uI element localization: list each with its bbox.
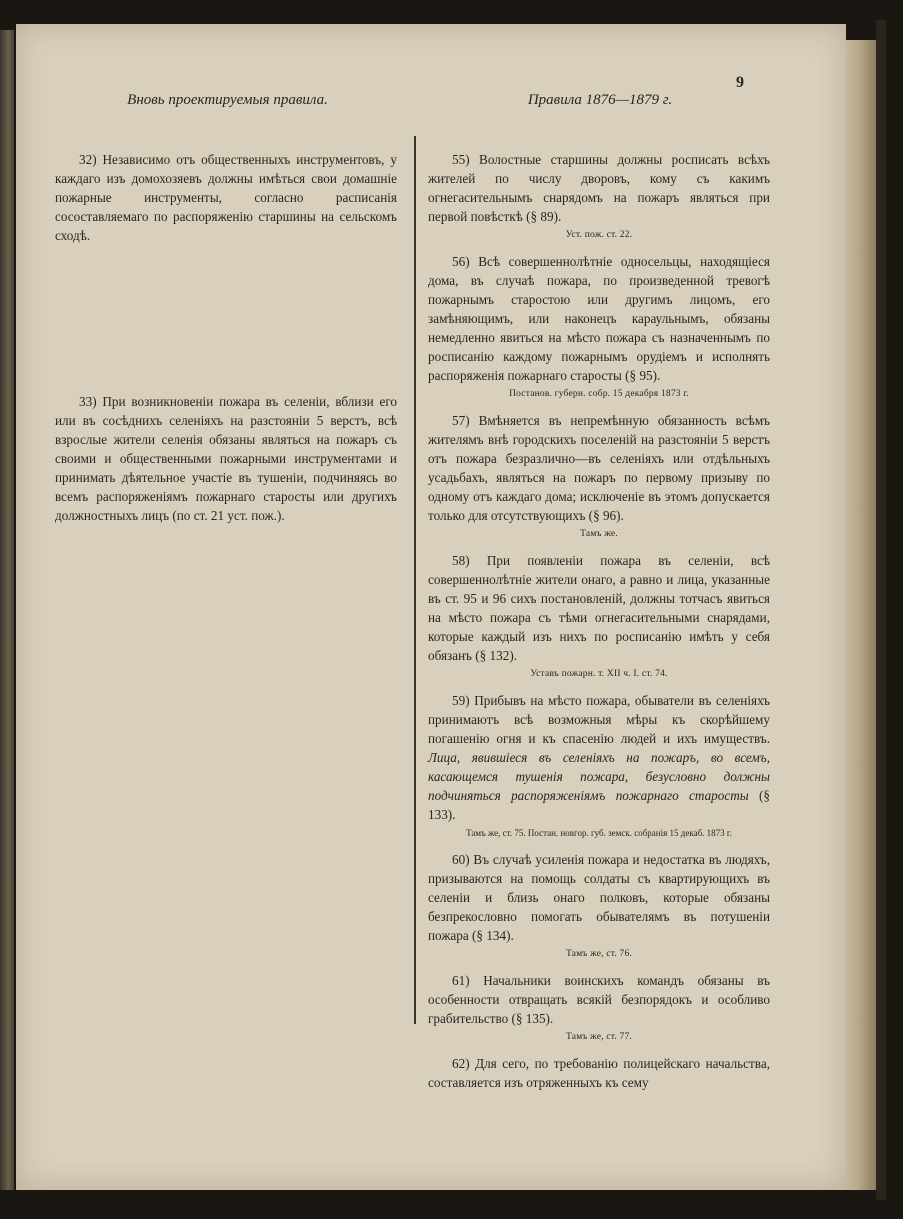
paragraph-59-italic: Лица, явившіеся въ селеніяхъ на пожаръ, во всемъ, касающемся тушенія пожара, безусловно должны подчиняться распоряженіямъ пожарнаго старосты: [428, 750, 770, 803]
book-cover-edge: [876, 20, 886, 1200]
source-note-57: Тамъ же.: [580, 529, 618, 539]
left-column-section-33: [55, 392, 397, 525]
source-note-58: Уставъ пожарн. т. XII ч. I. ст. 74.: [530, 669, 668, 679]
paragraph-59-ref: (§ 133).: [428, 788, 771, 822]
paragraph-61: 61) Начальники воинскихъ командъ обязаны въ особенности отвращать всякій безпорядокъ и особливо грабительство (§ 135).: [428, 973, 770, 1026]
page-stack-edge: [846, 40, 876, 1190]
page-number: 9: [736, 74, 744, 91]
paragraph-62: 62) Для сего, по требованію полицейскаго начальства, составляется изъ отряженныхъ къ сему: [428, 1056, 770, 1090]
paragraph-32: 32) Независимо отъ общественныхъ инструментовъ, у каждаго изъ домохозяевъ должны имѣться свои домашніе пожарные инструменты, согласно расписанія сосоставляемаго по распоряженію старшины на сельскомъ сходѣ.: [55, 152, 397, 243]
paragraph-59-text: 59) Прибывъ на мѣсто пожара, обыватели въ селеніяхъ принимаютъ всѣ возможныя мѣры къ скорѣйшему погашенію огня и къ спасенію людей и ихъ имуществъ.: [428, 693, 770, 746]
paragraph-60: 60) Въ случаѣ усиленія пожара и недостатка въ людяхъ, призываются на помощь солдаты съ квартирующихъ въ селеніи и близь онаго полковъ, которые обязаны безпрекословно помогать обывателямъ въ потушеніи пожара (§ 134).: [428, 852, 770, 943]
right-column: [428, 150, 770, 1092]
source-note-61: Тамъ же, ст. 77.: [566, 1032, 632, 1042]
paragraph-58: 58) При появленіи пожара въ селеніи, всѣ совершеннолѣтніе жители онаго, а равно и лица, указанные въ ст. 95 и 96 сихъ постановленій, должны тотчасъ явиться на мѣсто пожара съ тѣми огнегасительными снарядами, которые каждый изъ нихъ по росписанію имѣть у себя обязанъ (§ 132).: [428, 553, 770, 663]
left-column-title: Вновь проектируемыя правила.: [127, 92, 328, 108]
right-column-title: Правила 1876—1879 г.: [527, 92, 673, 108]
column-divider: [414, 136, 416, 1024]
source-note-59: Тамъ же, ст. 75. Постан. новгор. губ. земск. собранія 15 декаб. 1873 г.: [466, 828, 732, 838]
paragraph-33: 33) При возникновеніи пожара въ селеніи, вблизи его или въ сосѣднихъ селеніяхъ на разстояніи 5 верстъ, всѣ взрослые жители селенія обязаны являться на пожаръ съ своими и общественными пожарными инструментами и принимать дѣятельное участіе въ тушеніи, подчиняясь во всемъ распоряженіямъ пожарнаго старосты или другихъ должностныхъ лицъ (по ст. 21 уст. пож.).: [55, 394, 397, 523]
source-note-60: Тамъ же, ст. 76.: [566, 949, 632, 959]
left-column-section-32: [55, 150, 397, 245]
book-spine: [0, 30, 14, 1190]
paragraph-56: 56) Всѣ совершеннолѣтніе односельцы, находящіеся дома, въ случаѣ пожара, по произведенной тревогѣ пожарнымъ старостою или другимъ лицомъ, его замѣняющимъ, или наконецъ караульнымъ, обязаны немедленно явиться на мѣсто пожара съ назначеннымъ по росписанію каждому пожарнымъ орудіемъ и исполнять распоряженія пожарнаго старосты (§ 95).: [428, 254, 770, 383]
paragraph-57: 57) Вмѣняется въ непремѣнную обязанность всѣмъ жителямъ внѣ городскихъ поселеній на разстояніи 5 верстъ отъ пожара безразлично—въ селеніяхъ или отдѣльныхъ усадьбахъ, являться на пожаръ по первому призыву по одному отъ каждаго дома; исключеніе въ этомъ допускается только для отсутствующихъ (§ 96).: [428, 413, 770, 523]
paragraph-55: 55) Волостные старшины должны росписать всѣхъ жителей по числу дворовъ, кому съ какимъ огнегасительнымъ снарядомъ на пожаръ являться при первой повѣсткѣ (§ 89).: [428, 152, 770, 224]
source-note-55: Уст. пож. ст. 22.: [565, 230, 633, 240]
paragraph-59: [428, 691, 770, 824]
source-note-56: Постанов. губерн. собр. 15 декабря 1873 г.: [509, 389, 689, 399]
